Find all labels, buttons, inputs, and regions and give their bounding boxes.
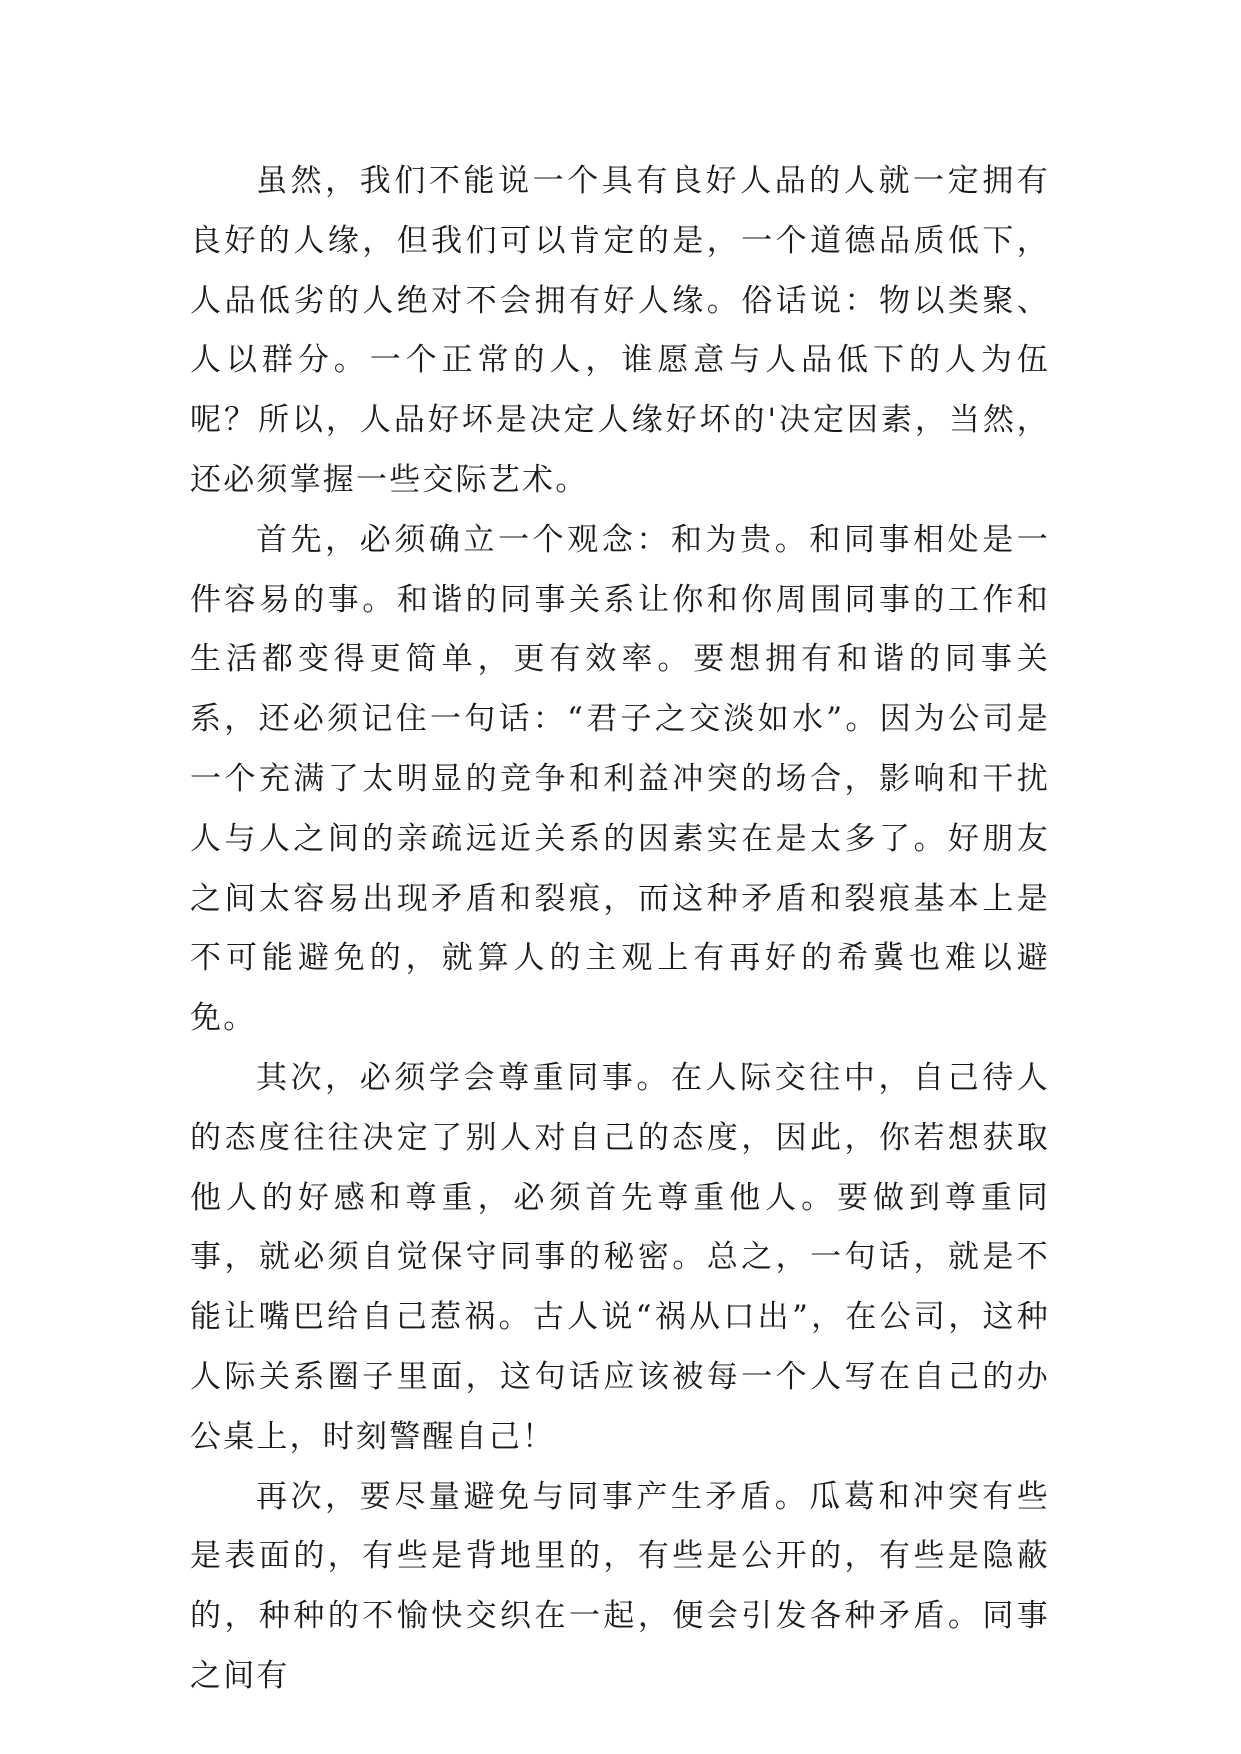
paragraph-1: 虽然，我们不能说一个具有良好人品的人就一定拥有良好的人缘，但我们可以肯定的是，一个道德品质低下，人品低劣的人绝对不会拥有好人缘。俗话说：物以类聚、人以群分。一个正常的人，谁愿意与人品低下的人为伍呢？所以，人品好坏是决定人缘好坏的'决定因素，当然，还必须掌握一些交际艺术。 [190, 163, 1050, 498]
document-body [190, 152, 1050, 1707]
paragraph-3: 其次，必须学会尊重同事。在人际交往中，自己待人的态度往往决定了别人对自己的态度，因此，你若想获取他人的好感和尊重，必须首先尊重他人。要做到尊重同事，就必须自觉保守同事的秘密。总之，一句话，就是不能让嘴巴给自己惹祸。古人说“祸从口出”，在公司，这种人际关系圈子里面，这句话应该被每一个人写在自己的办公桌上，时刻警醒自己！ [190, 1059, 1050, 1455]
paragraph-2: 首先，必须确立一个观念：和为贵。和同事相处是一件容易的事。和谐的同事关系让你和你周围同事的工作和生活都变得更简单，更有效率。要想拥有和谐的同事关系，还必须记住一句话：“君子之交淡如水”。因为公司是一个充满了太明显的竞争和利益冲突的场合，影响和干扰人与人之间的亲疏远近关系的因素实在是太多了。好朋友之间太容易出现矛盾和裂痕，而这种矛盾和裂痕基本上是不可能避免的，就算人的主观上有再好的希冀也难以避免。 [190, 521, 1050, 1037]
paragraph-4: 再次，要尽量避免与同事产生矛盾。瓜葛和冲突有些是表面的，有些是背地里的，有些是公开的，有些是隐蔽的，种种的不愉快交织在一起，便会引发各种矛盾。同事之间有 [190, 1478, 1050, 1694]
